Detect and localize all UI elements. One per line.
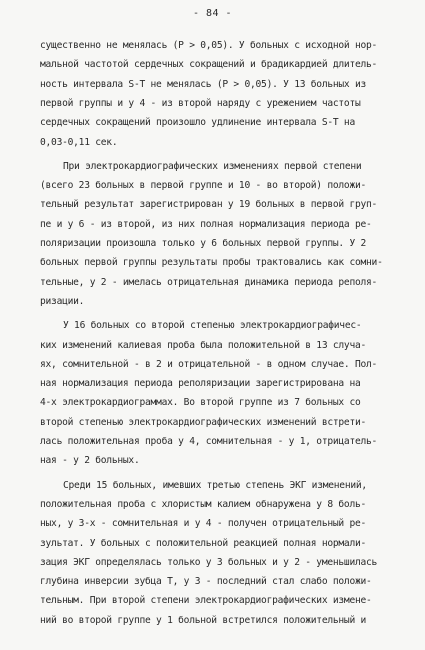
text-line: ях, сомнительной - в 2 и отрицательной - в одном случае. Пол- [40, 358, 378, 370]
text-line: положительная проба с хлористым калием обнаружена у 8 боль- [40, 498, 367, 510]
text-line: тельный результат зарегистрирован у 19 больных в первой груп- [40, 199, 378, 211]
text-line: ная - у 2 больных. [40, 455, 140, 467]
text-line: ний во второй группе у 1 больной встретился положительный и [40, 614, 367, 626]
text-line: тельным. При второй степени электрокардиографических измене- [40, 595, 372, 607]
text-line: (всего 23 больных в первой группе и 10 - во второй) положи- [40, 180, 367, 192]
text-line: ных, у 3-х - сомнительная и у 4 - получен отрицательный ре- [40, 518, 367, 530]
text-line: первой группы и у 4 - из второй наряду с урежением частоты [40, 97, 361, 109]
page-number: - 84 - [192, 8, 233, 19]
text-line: У 16 больных со второй степенью электрокардиографичес- [63, 320, 362, 332]
text-line: зация ЭКГ определялась только у 3 больных и у 2 - уменьшилась [40, 556, 378, 568]
text-line: лась положительная проба у 4, сомнительная - у 1, отрицатель- [40, 436, 378, 447]
text-line: существенно не менялась (P > 0,05). У больных с исходной нор- [40, 40, 378, 51]
text-line: сердечных сокращений произошло удлинение интервала S-T на [40, 117, 355, 129]
text-line: больных первой группы результаты пробы трактовались как сомни- [40, 257, 383, 269]
text-line: ность интервала S-T не менялась (P > 0,05). У 13 больных из [40, 78, 367, 90]
text-line: При электрокардиографических изменениях первой степени [63, 160, 362, 172]
text-line: Среди 15 больных, имевших третью степень ЭКГ изменений, [63, 479, 367, 491]
text-line: тельные, у 2 - имелась отрицательная динамика периода реполя- [40, 276, 378, 288]
text-line: 4-х электрокардиограммах. Во второй группе из 7 больных со [40, 397, 361, 409]
text-line: поляризации произошла только у 6 больных первой группы. У 2 [40, 238, 367, 249]
text-line: мальной частотой сердечных сокращений и брадикардией длитель- [40, 59, 378, 71]
text-line: второй степенью электрокардиографических изменений встрети- [40, 416, 367, 428]
text-line: ризации. [40, 295, 85, 307]
text-line: ная нормализация периода реполяризации зарегистрирована на [40, 378, 361, 390]
text-line: пе и у 6 - из второй, из них полная нормализация периода ре- [40, 218, 372, 230]
text-line: зультат. У больных с положительной реакцией полная нормали- [40, 537, 367, 549]
text-line: 0,03-0,11 сек. [40, 136, 118, 148]
text-line: ких изменений калиевая проба была положительной в 13 случа- [40, 339, 367, 351]
text-line: глубина инверсии зубца Т, у 3 - последний стал слабо положи- [40, 576, 372, 588]
